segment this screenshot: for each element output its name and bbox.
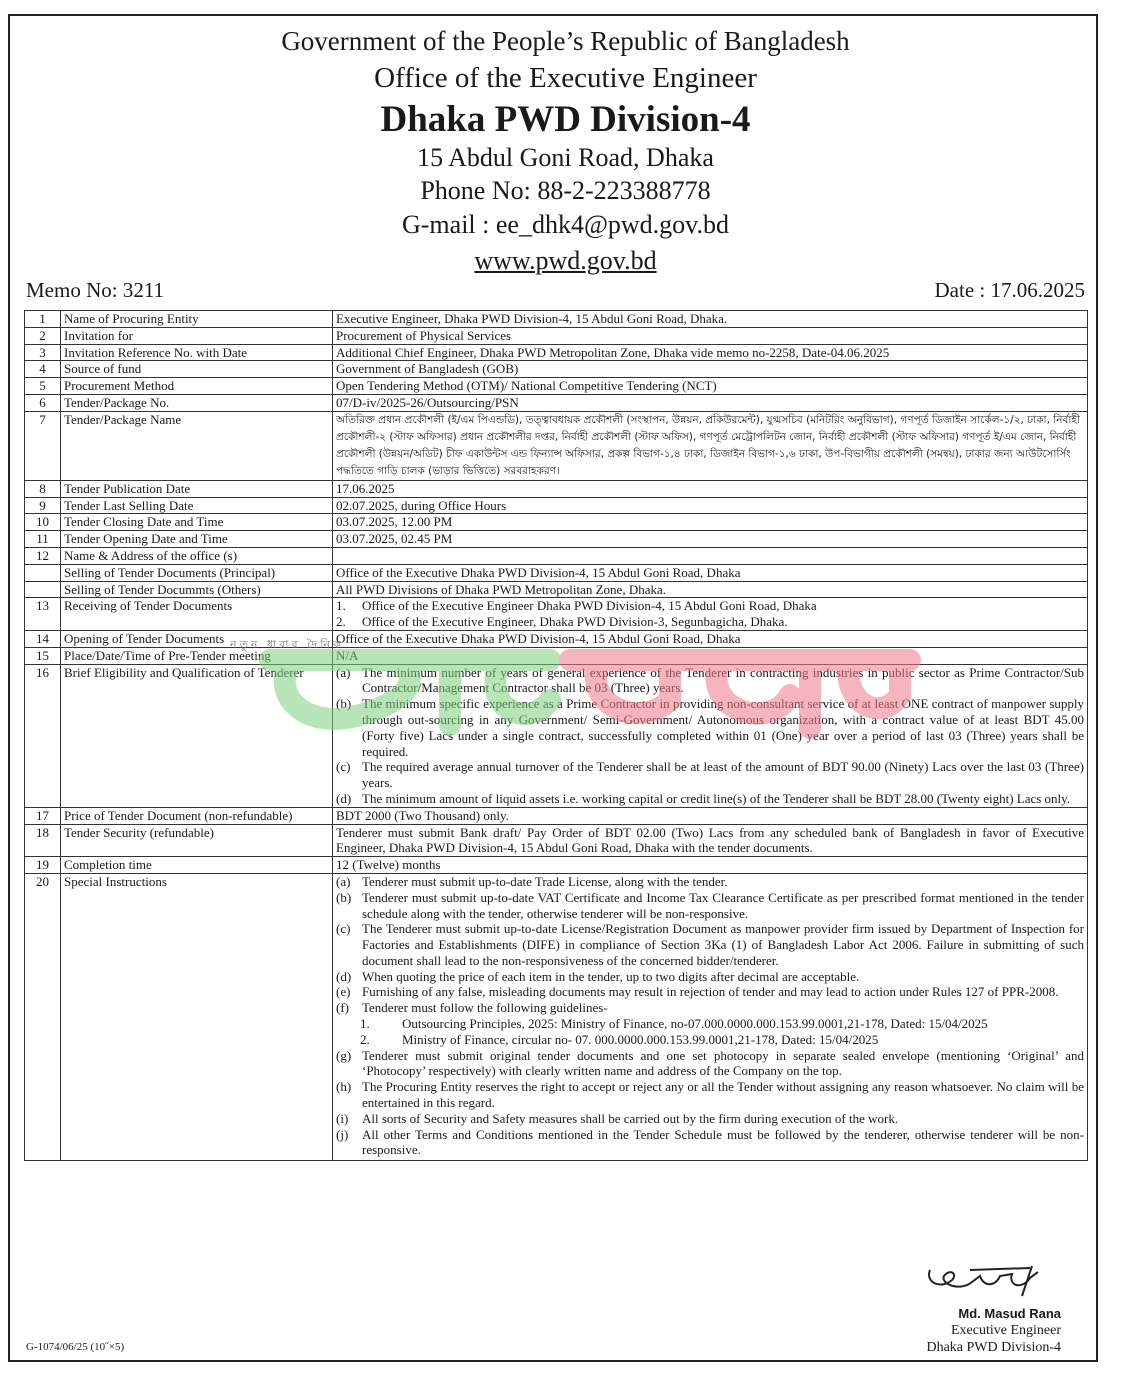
table-row: [25, 564, 1088, 581]
row-label: Completion time: [61, 857, 333, 874]
footer-code: G-1074/06/25 (10˝×5): [26, 1341, 125, 1353]
table-row: [25, 531, 1088, 548]
list-item: (c) The required average annual turnover of the Tenderer shall be at least of the amount of BDT 90.00 (Ninety) Lacs over the last 03 (Three) years.: [336, 759, 1084, 791]
row-label: Tender/Package Name: [61, 411, 333, 480]
row-number: 11: [25, 531, 61, 548]
row-label: Tender Opening Date and Time: [61, 531, 333, 548]
table-row: [25, 581, 1088, 598]
table-row: [25, 647, 1088, 664]
list-item: (b) The minimum specific experience as a Prime Contractor in providing non-consultant service of at least ONE contract of manpower supply through out-sourcing in any Government/ Semi-Government/ Autonomous organization, with a contract value of at least BDT 45.00 (Forty five) Lacs under a single contract, successfully completed within 01 (One) year over a period of last 03 (Three) years shall be required.: [336, 696, 1084, 759]
row-value: Procurement of Physical Services: [333, 327, 1088, 344]
table-row: [25, 361, 1088, 378]
signature-mark: [900, 1262, 1070, 1304]
row-label: Name of Procuring Entity: [61, 311, 333, 328]
row-number: 1: [25, 311, 61, 328]
row-label: Name & Address of the office (s): [61, 547, 333, 564]
list-item: (d) When quoting the price of each item in the tender, up to two digits after decimal are acceptable.: [336, 968, 860, 984]
row-label: Special Instructions: [61, 873, 333, 1160]
row-label: Opening of Tender Documents: [61, 630, 333, 647]
row-value: Executive Engineer, Dhaka PWD Division-4, 15 Abdul Goni Road, Dhaka.: [333, 311, 1088, 328]
table-row: [25, 664, 1088, 807]
row-number: 20: [25, 873, 61, 1160]
row-label: Invitation Reference No. with Date: [61, 344, 333, 361]
row-label: Selling of Tender Docummts (Others): [61, 581, 333, 598]
table-row: [25, 514, 1088, 531]
row-label: Invitation for: [61, 327, 333, 344]
table-row: [25, 807, 1088, 824]
row-value: BDT 2000 (Two Thousand) only.: [333, 807, 1088, 824]
guideline-item: 2. Ministry of Finance, circular no- 07. 000.0000.000.153.99.0001,21-178, Dated: 15/04/2025: [360, 1031, 879, 1047]
signatory-office: Dhaka PWD Division-4: [926, 1340, 1061, 1355]
row-number: 7: [25, 411, 61, 480]
list-item: 2. Office of the Executive Engineer, Dhaka PWD Division-3, Segunbagicha, Dhaka.: [336, 614, 788, 630]
row-number: 15: [25, 647, 61, 664]
govt-title: Government of the People’s Republic of Bangladesh: [281, 26, 850, 56]
table-row: [25, 327, 1088, 344]
row-label: Price of Tender Document (non-refundable): [61, 807, 333, 824]
row-value: 12 (Twelve) months: [333, 857, 1088, 874]
row-value: Tenderer must submit Bank draft/ Pay Order of BDT 02.00 (Two) Lacs from any scheduled bank of Bangladesh in favor of Executive Engineer, Dhaka PWD Division-4, 15 Abdul Goni Road, Dhaka with the tender documents.: [333, 824, 1088, 857]
row-number: 8: [25, 480, 61, 497]
table-row: [25, 378, 1088, 395]
table-row: [25, 630, 1088, 647]
row-label: Place/Date/Time of Pre-Tender meeting: [61, 647, 333, 664]
list-item: (j) All other Terms and Conditions mentioned in the Tender Schedule must be followed by the tenderer, otherwise tenderer will be non-responsive.: [336, 1126, 1084, 1158]
tender-table: [24, 310, 1088, 1161]
row-number: 19: [25, 857, 61, 874]
table-row: [25, 873, 1088, 1160]
row-label: Tender Last Selling Date: [61, 497, 333, 514]
row-value: 07/D-iv/2025-26/Outsourcing/PSN: [333, 394, 1088, 411]
list-item: 1. Office of the Executive Engineer Dhaka PWD Division-4, 15 Abdul Goni Road, Dhaka: [336, 598, 817, 614]
table-row: [25, 344, 1088, 361]
row-number: 2: [25, 327, 61, 344]
row-value: [333, 664, 1088, 807]
row-number: 16: [25, 664, 61, 807]
row-value: Office of the Executive Dhaka PWD Division-4, 15 Abdul Goni Road, Dhaka: [333, 564, 1088, 581]
row-value: [333, 547, 1088, 564]
office-title: Office of the Executive Engineer: [374, 62, 757, 94]
row-value: Additional Chief Engineer, Dhaka PWD Metropolitan Zone, Dhaka vide memo no-2258, Date-04.06.2025: [333, 344, 1088, 361]
row-value: All PWD Divisions of Dhaka PWD Metropolitan Zone, Dhaka.: [333, 581, 1088, 598]
memo-number: Memo No: 3211: [26, 278, 165, 302]
row-number: 17: [25, 807, 61, 824]
row-value: 03.07.2025, 02.45 PM: [333, 531, 1088, 548]
list-item: (e) Furnishing of any false, misleading documents may result in rejection of tender and may lead to action under Rules 127 of PPR-2008.: [336, 984, 1059, 1000]
row-value: Office of the Executive Dhaka PWD Division-4, 15 Abdul Goni Road, Dhaka: [333, 630, 1088, 647]
row-number: 10: [25, 514, 61, 531]
table-row: [25, 394, 1088, 411]
office-address: 15 Abdul Goni Road, Dhaka: [417, 143, 714, 172]
list-item: (a) Tenderer must submit up-to-date Trade License, along with the tender.: [336, 873, 728, 889]
signatory-name: Md. Masud Rana: [958, 1306, 1061, 1321]
row-label: Tender/Package No.: [61, 394, 333, 411]
row-label: Tender Publication Date: [61, 480, 333, 497]
row-number: 3: [25, 344, 61, 361]
row-number: 9: [25, 497, 61, 514]
row-value: N/A: [333, 647, 1088, 664]
row-number: [25, 564, 61, 581]
row-value: Open Tendering Method (OTM)/ National Competitive Tendering (NCT): [333, 378, 1088, 395]
table-row: [25, 547, 1088, 564]
list-item: (g) Tenderer must submit original tender documents and one set photocopy in separate sealed envelope (mentioning ‘Original’ and ‘Photocopy’ respectively) with clearly written name and address of the Company on the top.: [336, 1047, 1084, 1079]
package-name-bangla: অতিরিক্ত প্রধান প্রকৌশলী (ই/এম পিএন্ডডি), তত্ত্বাবধায়ক প্রকৌশলী (সংস্থাপন, উন্নয়ন, প্রকিউরমেন্ট), যুগ্মসচিব (মনিটরিং অনুবিভাগ), গণপূর্ত ডিজাইন সার্কেল-১/২, ঢাকা, নির্বাহী প্রকৌশলী-২ (স্টাফ অফিসার) প্রধান প্রকৌশলীর দপ্তর, নির্বাহী প্রকৌশলী (স্টাফ অফিস), গণপূর্ত মেট্রোপলিটন জোন, নির্বাহী প্রকৌশলী (স্টাফ অফিসার) গণপূর্ত ই/এম জোন, নির্বাহী প্রকৌশলী (উন্নয়ন/অডিট) চীফ একাউন্টস এন্ড ফিন্যান্স অফিসার, প্রকল্প বিভাগ-১,৪ ঢাকা, ডিজাইন বিভাগ-১,৬ ঢাকা, উপ-বিভাগীয় প্রকৌশলী (সমন্বয়), ঢাকার জন্য আউটসোর্সিং পদ্ধতিতে গাড়ি চালক (ভাড়ার ভিত্তিতে) সরবরাহকরণ।: [333, 411, 1088, 480]
row-number: 13: [25, 598, 61, 631]
row-number: [25, 581, 61, 598]
row-value: Government of Bangladesh (GOB): [333, 361, 1088, 378]
row-label: Source of fund: [61, 361, 333, 378]
row-label: Receiving of Tender Documents: [61, 598, 333, 631]
division-title: Dhaka PWD Division-4: [380, 99, 751, 140]
notice-date: Date : 17.06.2025: [934, 278, 1085, 302]
row-number: 14: [25, 630, 61, 647]
table-row: [25, 857, 1088, 874]
table-row: [25, 311, 1088, 328]
row-value: 03.07.2025, 12.00 PM: [333, 514, 1088, 531]
list-item: (h) The Procuring Entity reserves the right to accept or reject any or all the Tender without assigning any reason whatsoever. No claim will be entertained in this regard.: [336, 1079, 1084, 1111]
row-number: 6: [25, 394, 61, 411]
row-label: Tender Security (refundable): [61, 824, 333, 857]
row-value: 02.07.2025, during Office Hours: [333, 497, 1088, 514]
office-phone: Phone No: 88-2-223388778: [420, 176, 711, 205]
row-number: 4: [25, 361, 61, 378]
row-number: 12: [25, 547, 61, 564]
table-row: [25, 497, 1088, 514]
table-row: [25, 480, 1088, 497]
list-item: (d) The minimum amount of liquid assets i.e. working capital or credit line(s) of the Tenderer shall be BDT 28.00 (Twenty eight) Lacs only.: [336, 790, 1071, 806]
office-email: G-mail : ee_dhk4@pwd.gov.bd: [402, 210, 729, 239]
table-row: [25, 411, 1088, 480]
row-value: [333, 598, 1088, 631]
table-row: [25, 824, 1088, 857]
table-row: [25, 598, 1088, 631]
row-label: Tender Closing Date and Time: [61, 514, 333, 531]
list-item: (b) Tenderer must submit up-to-date VAT Certificate and Income Tax Clearance Certificate as per prescribed format mentioned in the tender schedule along with the tender, otherwise tenderer will be non-responsive.: [336, 889, 1084, 921]
list-item: (i) All sorts of Security and Safety measures shall be carried out by the firm during execution of the work.: [336, 1110, 899, 1126]
list-item: (a) The minimum number of years of general experience of the Tenderer in contracting industries in public sector as Prime Contractor/Sub Contractor/Management Contractor shall be 03 (Three) years.: [336, 664, 1084, 696]
guideline-item: 1. Outsourcing Principles, 2025: Ministry of Finance, no-07.000.0000.000.153.99.0001,21-178, Dated: 15/04/2025: [360, 1016, 988, 1032]
row-number: 5: [25, 378, 61, 395]
row-value: [333, 873, 1088, 1160]
row-number: 18: [25, 824, 61, 857]
row-label: Selling of Tender Documents (Principal): [61, 564, 333, 581]
signatory-designation: Executive Engineer: [950, 1323, 1061, 1338]
list-item: (f) Tenderer must follow the following guidelines-: [336, 1000, 608, 1016]
row-value: 17.06.2025: [333, 480, 1088, 497]
row-label: Procurement Method: [61, 378, 333, 395]
website-link[interactable]: www.pwd.gov.bd: [474, 246, 657, 275]
row-label: Brief Eligibility and Qualification of Tenderer: [61, 664, 333, 807]
list-item: (c) The Tenderer must submit up-to-date License/Registration Document as manpower provider firm issued by Department of Inspection for Factories and Establishments (DIFE) in compliance of Section 3Ka (1) of Bangladesh Labor Act 2006. Failure in submitting of such document shall lead to the non-responsiveness of the concerned bidder/tenderer.: [336, 921, 1084, 968]
watermark-tagline: নতুন ধারার দৈনিক: [230, 638, 344, 651]
